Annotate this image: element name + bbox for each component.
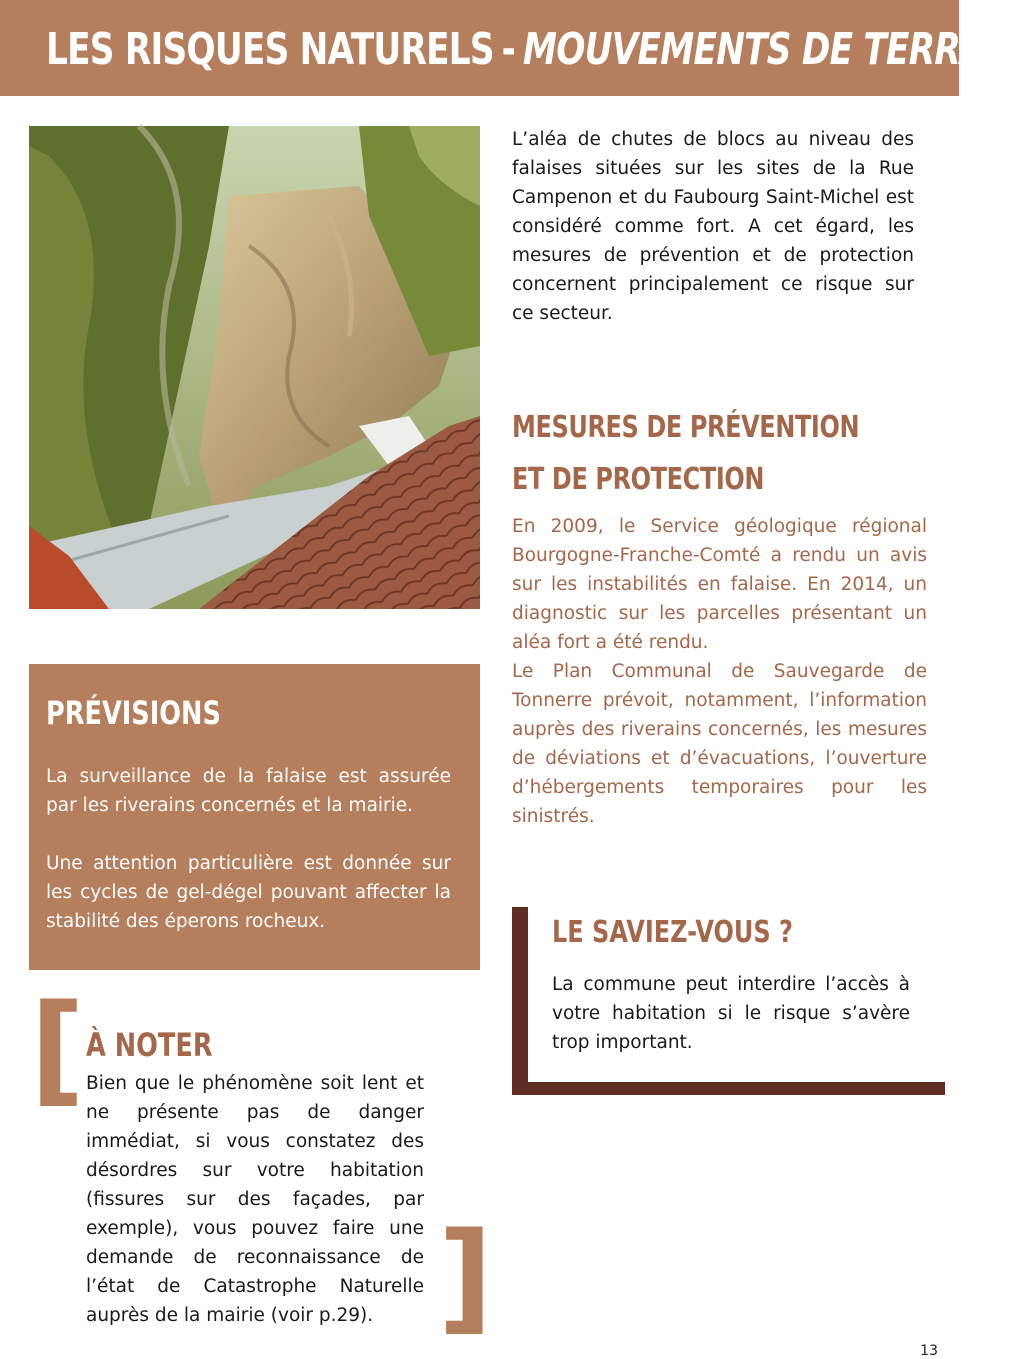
- saviez-paragraph: La commune peut interdire l’accès à votre habitation si le risque s’avère trop important.: [552, 974, 910, 1053]
- title-separator: -: [501, 23, 516, 75]
- previsions-paragraph-2: Une attention particulière est donnée sur les cycles de gel-dégel pouvant affecter la stabilité des éperons rocheux.: [46, 853, 451, 932]
- mesures-heading: [512, 402, 859, 506]
- saviez-frame-left: [512, 907, 528, 1095]
- close-bracket-icon: ]: [438, 1208, 493, 1347]
- intro-paragraph: L’aléa de chutes de blocs au niveau des falaises situées sur les sites de la Rue Campenon et du Faubourg Saint-Michel est considéré comme fort. A cet égard, les mesures de prévention et de protection concernent principalement ce risque sur ce secteur.: [512, 129, 914, 324]
- previsions-body: [46, 762, 451, 936]
- mesures-body: [512, 512, 927, 831]
- previsions-paragraph-1: La surveillance de la falaise est assurée par les riverains concernés et la mairie.: [46, 766, 451, 816]
- previsions-heading: PRÉVISIONS: [46, 694, 221, 732]
- mesures-heading-line2: ET DE PROTECTION: [512, 462, 765, 497]
- noter-heading: À NOTER: [86, 1026, 213, 1064]
- mesures-paragraph-1: En 2009, le Service géologique régional Bourgogne-Franche-Comté a rendu un avis sur les instabilités en falaise. En 2014, un diagnostic sur les parcelles présentant un aléa fort a été rendu.: [512, 516, 927, 653]
- cliff-photo: [29, 126, 480, 609]
- saviez-frame-bottom: [512, 1082, 945, 1095]
- saviez-heading: LE SAVIEZ-VOUS ?: [552, 915, 793, 950]
- open-bracket-icon: [: [30, 980, 85, 1119]
- page-number: 13: [920, 1343, 938, 1359]
- mesures-paragraph-2: Le Plan Communal de Sauvegarde de Tonnerre prévoit, notamment, l’information auprès des riverains concernés, les mesures de déviations et d’évacuations, l’ouverture d’hébergements temporaires pour les sinistrés.: [512, 661, 927, 827]
- noter-paragraph: Bien que le phénomène soit lent et ne présente pas de danger immédiat, si vous constatez des désordres sur votre habitation (fissures sur des façades, par exemple), vous pouvez faire une demande de reconnaissance de l’état de Catastrophe Naturelle auprès de la mairie (voir p.29).: [86, 1073, 424, 1326]
- mesures-heading-line1: MESURES DE PRÉVENTION: [512, 410, 860, 445]
- title-main: LES RISQUES NATURELS: [46, 23, 494, 75]
- title-sub: MOUVEMENTS DE TERRAIN: [522, 23, 1026, 75]
- page-title: [46, 14, 1026, 84]
